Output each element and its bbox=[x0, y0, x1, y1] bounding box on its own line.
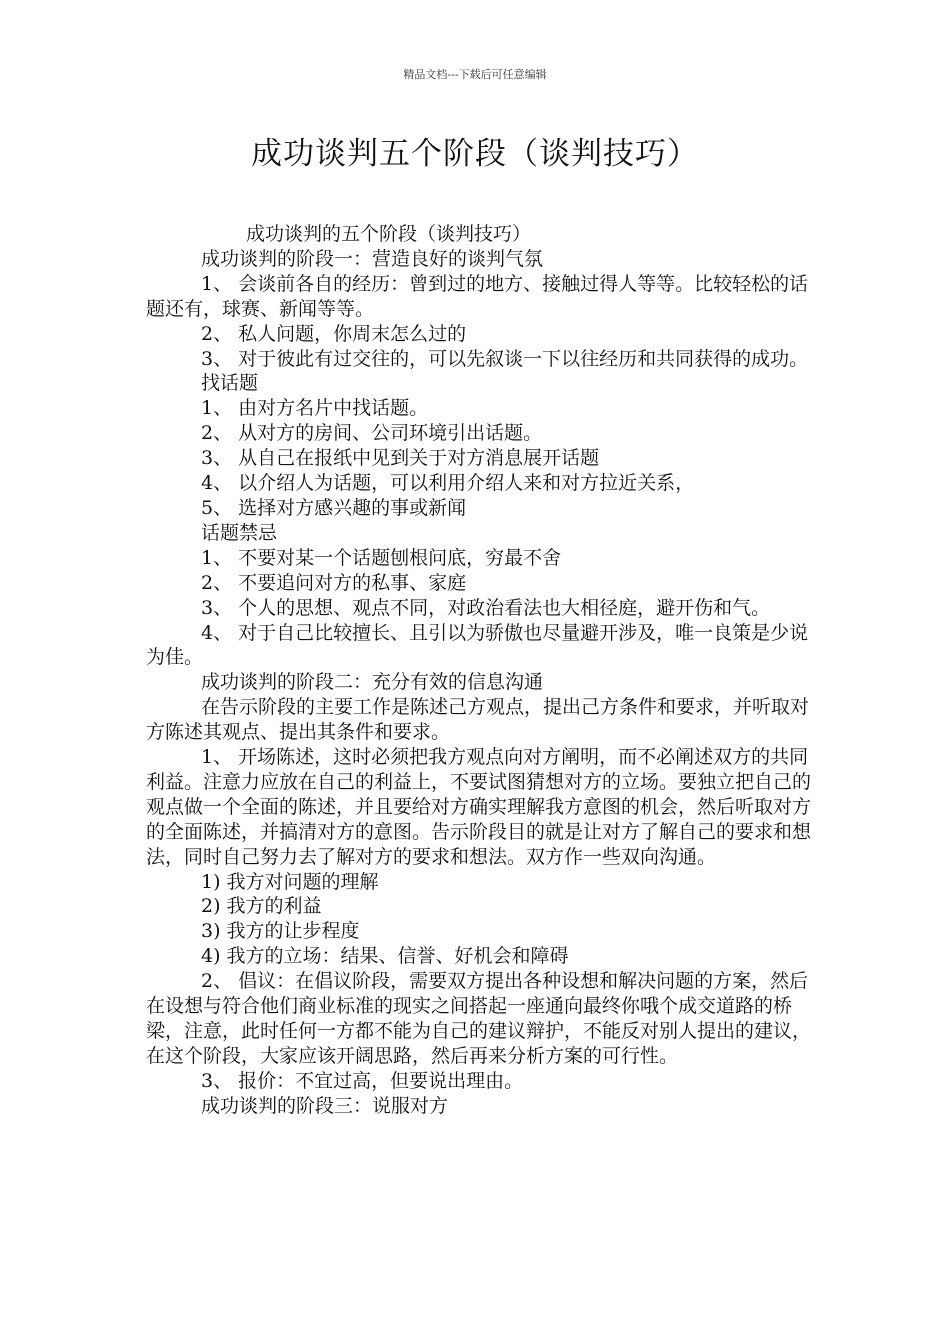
subheading-find-topic: 找话题 bbox=[201, 372, 259, 395]
sub-list-item: 3) 我方的让步程度 bbox=[201, 920, 360, 943]
list-item: 4、 以介绍人为话题，可以利用介绍人来和对方拉近关系， bbox=[201, 472, 695, 495]
list-item: 2、 私人问题，你周末怎么过的 bbox=[201, 322, 467, 345]
sub-list-item: 2) 我方的利益 bbox=[201, 895, 322, 918]
list-item: 1、 不要对某一个话题刨根问底，穷最不舍 bbox=[201, 546, 562, 569]
list-item: 3、 对于彼此有过交往的，可以先叙谈一下以往经历和共同获得的成功。 bbox=[201, 347, 809, 370]
list-item: 3、 从自己在报纸中见到关于对方消息展开话题 bbox=[201, 447, 600, 470]
list-item: 1、 开场陈述，这时必须把我方观点向对方阐明，而不必阐述双方的共同利益。注意力应放在自己的利益上，不要试图猜想对方的立场。要独立把自己的观点做一个全面的陈述，并且要给对方确实理解我方意图的机会，然后听取对方的全面陈述，并搞清对方的意图。告示阶段目的就是让对方了解自己的要求和想法，同时自己努力去了解对方的要求和想法。双方作一些双向沟通。 bbox=[146, 746, 812, 868]
section-heading-stage-2: 成功谈判的阶段二：充分有效的信息沟通 bbox=[201, 671, 544, 694]
header-note: 精品文档---下载后可任意编辑 bbox=[403, 68, 547, 81]
list-item: 1、 由对方名片中找话题。 bbox=[201, 397, 429, 420]
list-item: 3、 个人的思想、观点不同，对政治看法也大相径庭，避开伤和气。 bbox=[201, 596, 771, 619]
paragraph: 在告示阶段的主要工作是陈述己方观点，提出己方条件和要求，并听取对方陈述其观点、提出其条件和要求。 bbox=[146, 696, 810, 744]
list-item: 3、 报价：不宜过高，但要说出理由。 bbox=[201, 1069, 524, 1092]
section-heading-stage-1: 成功谈判的阶段一：营造良好的谈判气氛 bbox=[201, 247, 544, 270]
list-item: 5、 选择对方感兴趣的事或新闻 bbox=[201, 496, 467, 519]
sub-list-item: 4) 我方的立场：结果、信誉、好机会和障碍 bbox=[201, 945, 569, 968]
subtitle: 成功谈判的五个阶段（谈判技巧） bbox=[246, 223, 532, 245]
document-body bbox=[146, 222, 814, 1119]
list-item: 4、 对于自己比较擅长、且引以为骄傲也尽量避开涉及，唯一良策是少说为佳。 bbox=[146, 621, 809, 669]
subheading-topic-taboos: 话题禁忌 bbox=[201, 521, 278, 544]
list-item: 2、 从对方的房间、公司环境引出话题。 bbox=[201, 422, 543, 445]
list-item: 1、 会谈前各自的经历：曾到过的地方、接触过得人等等。比较轻松的话题还有，球赛、新闻等等。 bbox=[146, 272, 809, 320]
sub-list-item: 1) 我方对问题的理解 bbox=[201, 870, 379, 893]
document-title: 成功谈判五个阶段（谈判技巧） bbox=[251, 136, 699, 172]
list-item: 2、 不要追问对方的私事、家庭 bbox=[201, 571, 467, 594]
list-item: 2、 倡议：在倡议阶段，需要双方提出各种设想和解决问题的方案，然后在设想与符合他们商业标准的现实之间搭起一座通向最终你哦个成交道路的桥梁，注意，此时任何一方都不能为自己的建议辩护，不能反对别人提出的建议，在这个阶段，大家应该开阔思路，然后再来分析方案的可行性。 bbox=[146, 970, 812, 1067]
section-heading-stage-3: 成功谈判的阶段三：说服对方 bbox=[201, 1094, 449, 1117]
